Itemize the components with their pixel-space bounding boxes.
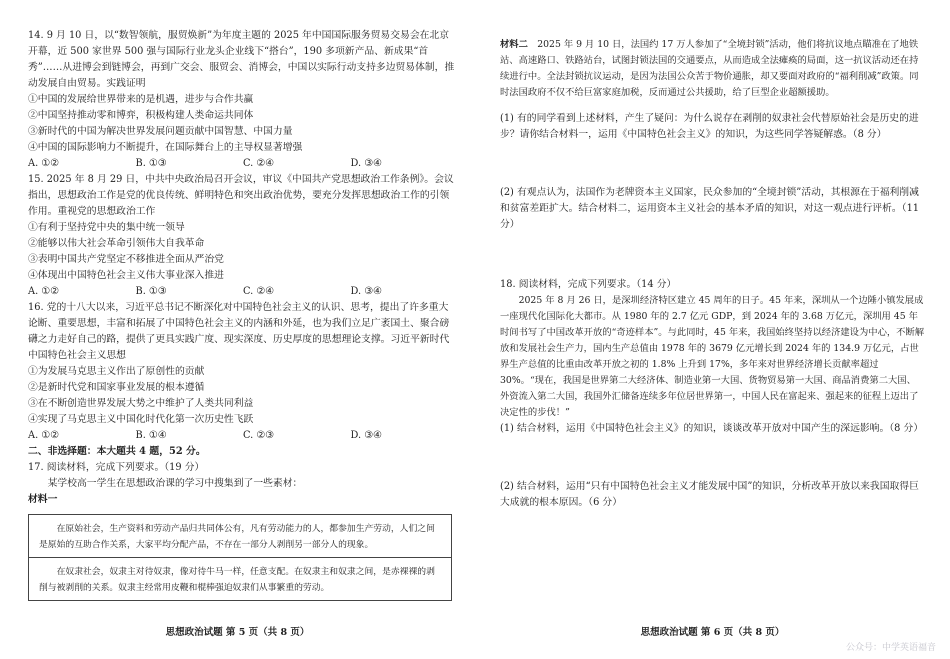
q16-option-b[interactable]: B. ①④: [135, 430, 167, 441]
q15-item-3: ③表明中国共产党坚定不移推进全面从严治党: [28, 254, 224, 265]
q16-item-3: ③在不断创造世界发展大势之中维护了人类共同利益: [28, 398, 254, 409]
q14-option-a[interactable]: A. ①②: [28, 158, 59, 169]
answer-space-17-2[interactable]: [500, 233, 925, 277]
q14-option-d[interactable]: D. ③④: [350, 158, 382, 169]
q15-item-2: ②能够以伟大社会革命引领伟大自我革命: [28, 238, 205, 249]
q17-sub-2: (2) 有观点认为，法国作为老牌资本主义国家，民众参加的“全境封锁”活动，其根源在于福利削减和贫富差距扩大。结合材料二，运用资本主义社会的基本矛盾的知识，对这一观点进行评析。（11 分）: [500, 186, 920, 230]
material-1-para-1: 在原始社会，生产资料和劳动产品归共同体公有，凡有劳动能力的人，都参加生产劳动，人们之间是原始的互助合作关系，大家平均分配产品，不存在一部分人剥削另一部分人的现象。: [39, 524, 435, 550]
q15-option-d[interactable]: D. ③④: [350, 286, 382, 297]
q17-stem: 17. 阅读材料，完成下列要求。（19 分）: [28, 462, 205, 473]
answer-space-18-1[interactable]: [500, 437, 925, 479]
q15-stem: 15. 2025 年 8 月 29 日，中共中央政治局召开会议，审议《中国共产党思想政治工作条例》。会议指出，思想政治工作是党的优良传统、鲜明特色和突出政治优势，要充分发挥思想政治工作的引领作用。重视党的思想政治工作: [28, 174, 454, 217]
material-1-label: 材料一: [28, 494, 58, 505]
q18-stem: 18. 阅读材料，完成下列要求。（14 分）: [500, 278, 677, 290]
q16-option-a[interactable]: A. ①②: [28, 430, 59, 441]
q18-material: 2025 年 8 月 26 日，是深圳经济特区建立 45 周年的日子。45 年来，深圳从一个边陲小镇发展成一座现代化国际化大都市。从 1980 年的 2.7 亿元 GDP，到 2024 年的 3.68 万亿元，深圳用 45 年时间书写了中国改革开放的“奇迹样本”。与此同时，45 年来，我国始终坚持以经济建设为中心，不断解放和发展社会生产力，国内生产总值由 1978 年的 3679 亿元增长到 2024 年的 134.9 万亿元，占世界生产总值的比重由改革开放之初的 1.8% 上升到 17%，多年来对世界经济增长贡献率超过 30%。“现在，我国是世界第二大经济体、制造业第一大国、货物贸易第一大国、商品消费第二大国、外资流入第二大国，我国外汇储备连续多年位居世界第一，中国人民在富起来、强起来的征程上迈出了决定性的步伐！”: [500, 294, 925, 418]
q14-item-2: ②中国坚持推动零和博弈，积极构建人类命运共同体: [28, 110, 254, 121]
q14-option-b[interactable]: B. ①③: [135, 158, 167, 169]
material-2: [500, 37, 925, 101]
left-column: [28, 28, 458, 601]
q14-option-c[interactable]: C. ②④: [243, 158, 274, 169]
page-6: [475, 0, 950, 659]
question-14: [28, 28, 458, 172]
question-15: [28, 172, 458, 300]
q15-option-b[interactable]: B. ①③: [135, 286, 167, 297]
q16-option-d[interactable]: D. ③④: [350, 430, 382, 441]
q14-item-4: ④中国的国际影响力不断提升，在国际舞台上的主导权显著增强: [28, 142, 303, 153]
question-17: [28, 460, 458, 601]
q15-options: [28, 284, 458, 300]
material-2-label: 材料二: [500, 39, 528, 51]
q16-stem: 16. 党的十八大以来，习近平总书记不断深化对中国特色社会主义的认识、思考，提出了许多重大论断、重要思想，丰富和拓展了中国特色社会主义的内涵和外延，也为我们立足广袤国土、聚合磅礴之力走好自己的路，提供了更具实践广度、现实深度、历史厚度的思想理论支撑。习近平新时代中国特色社会主义思想: [28, 302, 450, 361]
q18-sub-1: (1) 结合材料，运用《中国特色社会主义》的知识，谈谈改革开放对中国产生的深远影响。（8 分）: [500, 422, 924, 434]
q15-item-4: ④体现出中国特色社会主义伟大事业深入推进: [28, 270, 224, 281]
watermark-text: 公众号：中学英语福音: [845, 643, 936, 653]
q14-stem: 14. 9 月 10 日，以“数智领航，服贸焕新”为年度主题的 2025 年中国国际服务贸易交易会在北京开幕，近 500 家世界 500 强与国际行业龙头企业线下“搭台”，190 多项新产品、新成果“首秀”……从进博会到链博会，再到广交会、服贸会、消博会，中国以实际行动支持多边贸易体制，推动发展自由贸易。实践证明: [28, 30, 455, 89]
q16-item-2: ②是新时代党和国家事业发展的根本遵循: [28, 382, 205, 393]
q16-item-4: ④实现了马克思主义中国化时代化第一次历史性飞跃: [28, 414, 254, 425]
q17-sub-1: (1) 有的同学看到上述材料，产生了疑问：为什么说存在剥削的奴隶社会代替原始社会是历史的进步？请你结合材料一，运用《中国特色社会主义》的知识，为这些同学答疑解惑。（8 分）: [500, 112, 919, 140]
q18-sub-2: (2) 结合材料，运用“只有中国特色社会主义才能发展中国”的知识，分析改革开放以来我国取得巨大成就的根本原因。（6 分）: [500, 480, 919, 508]
q16-option-c[interactable]: C. ②③: [243, 430, 274, 441]
page-6-footer: 思想政治试题 第 6 页（共 8 页）: [640, 627, 785, 638]
answer-space-17-1[interactable]: [500, 143, 925, 185]
q15-option-a[interactable]: A. ①②: [28, 286, 59, 297]
right-column: [500, 28, 925, 511]
page-5-footer: 思想政治试题 第 5 页（共 8 页）: [165, 627, 310, 638]
q14-options: [28, 156, 458, 172]
q15-option-c[interactable]: C. ②④: [243, 286, 274, 297]
q15-item-1: ①有利于坚持党中央的集中统一领导: [28, 222, 185, 233]
material-2-text: 2025 年 9 月 10 日，法国约 17 万人参加了“全境封锁”活动，他们将抗议地点瞄准在了地铁站、高速路口、铁路站台，试图封锁法国的交通要点，从而造成全法瘫痪的局面，这一抗议活动还在持续进行中。全法封锁抗议运动，是因为法国公众苦于物价通胀，却又要面对政府的“福利削减”政策。同时法国政府不仅不给巨富家庭加税，反而通过公共援助，给了巨型企业超额援助。: [500, 39, 919, 99]
section-2-heading: 二、非选择题：本大题共 4 题，52 分。: [28, 446, 206, 457]
material-1-para-2: 在奴隶社会，奴隶主对待奴隶，像对待牛马一样，任意支配。在奴隶主和奴隶之间，是赤裸裸的剥削与被剥削的关系。奴隶主经常用皮鞭和棍棒强迫奴隶们从事繁重的劳动。: [29, 557, 451, 600]
question-18: [500, 277, 925, 511]
q14-item-3: ③新时代的中国为解决世界发展问题贡献中国智慧、中国力量: [28, 126, 293, 137]
question-16: [28, 300, 458, 444]
q16-item-1: ①为发展马克思主义作出了原创性的贡献: [28, 366, 205, 377]
material-1-box: [28, 514, 452, 601]
q14-item-1: ①中国的发展给世界带来的是机遇，进步与合作共赢: [28, 94, 254, 105]
q17-intro: 某学校高一学生在思想政治课的学习中搜集到了一些素材：: [47, 478, 303, 489]
q16-options: [28, 428, 458, 444]
